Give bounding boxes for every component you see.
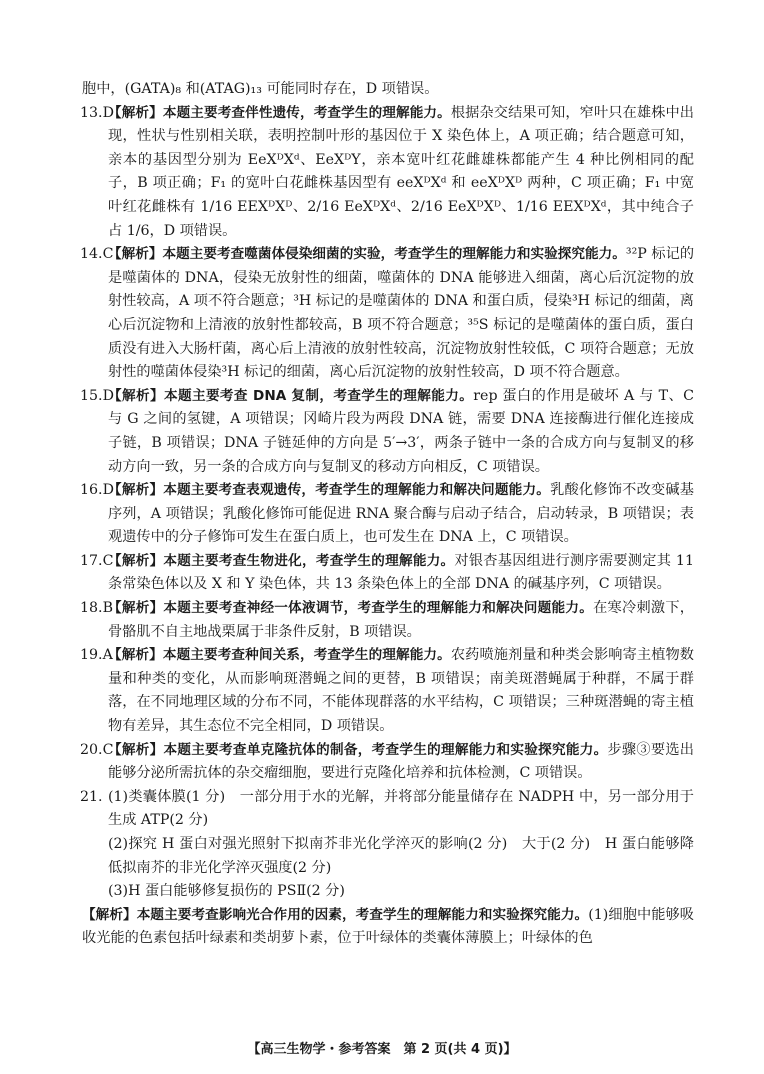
answer-number: 15.D [80, 387, 114, 404]
answer-15 [82, 385, 694, 479]
answer-number: 17.C [80, 552, 114, 569]
answer-20 [82, 739, 694, 786]
answer-18 [82, 597, 694, 644]
answer-21-analysis [82, 904, 694, 951]
answer-17 [82, 550, 694, 597]
answer-number: 18.B [80, 600, 113, 617]
answer-number: 19.A [80, 647, 113, 664]
analysis-heading: 【解析】本题主要考查神经一体液调节，考查学生的理解能力和解决问题能力。 [108, 600, 594, 617]
answer-number: 21. [80, 788, 103, 805]
answer-21-part-1: (1)类囊体膜(1 分) 一部分用于水的光解，并将部分能量储存在 NADPH 中，另一部分用于生成 ATP(2 分) [108, 788, 694, 829]
analysis-heading: 【解析】本题主要考查噬菌体侵染细菌的实验，考查学生的理解能力和实验探究能力。 [108, 246, 626, 263]
answer-19 [82, 644, 694, 738]
answer-number: 14.C [80, 246, 114, 263]
analysis-body: 对银杏基因组进行测序需要测定其 11 条常染色体以及 X 和 Y 染色体，共 13 条染色体上的全部 DNA 的碱基序列，C 项错误。 [108, 552, 694, 593]
answer-13 [82, 102, 694, 244]
answer-21-part-3: (3)H 蛋白能够修复损伤的 PSⅡ(2 分) [108, 883, 345, 900]
answer-16 [82, 479, 694, 550]
analysis-body: ³²P 标记的是噬菌体的 DNA，侵染无放射性的细菌，噬菌体的 DNA 能够进入细菌，离心后沉淀物的放射性较高，A 项不符合题意；³H 标记的是噬菌体的 DNA 和蛋白质，侵染³H 标记的细菌，离心后沉淀物和上清液的放射性都较高，B 项不符合题意；³⁵S 标记的是噬菌体的蛋白质，蛋白质没有进入大肠杆菌，离心后上清液的放射性较高，沉淀物放射性较低，C 项符合题意；无放射性的噬菌体侵染³H 标记的细菌，离心后沉淀物的放射性较高，D 项不符合题意。 [108, 246, 695, 381]
answer-content [82, 78, 694, 951]
answer-number: 20.C [80, 741, 114, 758]
analysis-body: 乳酸化修饰不改变碱基序列，A 项错误；乳酸化修饰可能促进 RNA 聚合酶与启动子结合，启动转录，B 项错误；表观遗传中的分子修饰可发生在蛋白质上，也可发生在 DNA 上，C 项错误。 [108, 482, 694, 546]
analysis-heading: 【解析】本题主要考查影响光合作用的因素，考查学生的理解能力和实验探究能力。 [82, 906, 589, 923]
answer-21 [82, 786, 694, 904]
analysis-heading: 【解析】本题主要考查 DNA 复制，考查学生的理解能力。 [108, 387, 474, 404]
answer-14 [82, 243, 694, 385]
analysis-body: (1)细胞中能够吸收光能的色素包括叶绿素和类胡萝卜素，位于叶绿体的类囊体薄膜上；叶绿体的色 [82, 906, 694, 947]
analysis-body: rep 蛋白的作用是破坏 A 与 T、C 与 G 之间的氢键，A 项错误；冈崎片段为两段 DNA 链，需要 DNA 连接酶进行催化连接成子链，B 项错误；DNA 子链延伸的方向是 5′→3′，两条子链中一条的合成方向与复制叉的移动方向一致，另一条的合成方向与复制叉的移动方向相反，C 项错误。 [108, 387, 694, 475]
analysis-body: 农药喷施剂量和种类会影响寄主植物数量和种类的变化，从而影响斑潜蝇之间的更替，B 项错误；南美斑潜蝇属于种群，不属于群落，在不同地理区域的分布不同，不能体现群落的水平结构，C 项错误；三种斑潜蝇的寄主植物有差异，其生态位不完全相同，D 项错误。 [108, 647, 694, 735]
analysis-heading: 【解析】本题主要考查伴性遗传，考查学生的理解能力。 [108, 104, 451, 121]
analysis-body: 步骤③要选出能够分泌所需抗体的杂交瘤细胞，要进行克隆化培养和抗体检测，C 项错误。 [108, 741, 694, 782]
analysis-heading: 【解析】本题主要考查种间关系，考查学生的理解能力。 [108, 647, 451, 664]
analysis-heading: 【解析】本题主要考查单克隆抗体的制备，考查学生的理解能力和实验探究能力。 [108, 741, 608, 758]
analysis-heading: 【解析】本题主要考查表观遗传，考查学生的理解能力和解决问题能力。 [108, 482, 551, 499]
continuation-line: 胞中，(GATA)₈ 和(ATAG)₁₃ 可能同时存在，D 项错误。 [82, 81, 439, 97]
analysis-body: 在寒冷刺激下，骨骼肌不自主地战栗属于非条件反射，B 项错误。 [108, 600, 694, 640]
analysis-body: 根据杂交结果可知，窄叶只在雄株中出现，性状与性别相关联，表明控制叶形的基因位于 X 染色体上，A 项正确；结合题意可知，亲本的基因型分别为 EeXᴰXᵈ、EeXᴰY，亲本宽叶红花雌雄株都能产生 4 种比例相同的配子，B 项正确；F₁ 的宽叶白花雌株基因型有 eeXᴰXᵈ 和 eeXᴰXᴰ 两种，C 项正确；F₁ 中宽叶红花雌株有 1/16 EEXᴰXᴰ、2/16 EeXᴰXᵈ、2/16 EeXᴰXᴰ、1/16 EEXᴰXᵈ，其中纯合子占 1/6，D 项错误。 [108, 104, 694, 239]
answer-number: 13.D [80, 104, 114, 121]
page-footer: 【高三生物学・参考答案 第 2 页(共 4 页)】 [247, 1042, 517, 1057]
answer-21-part-2: (2)探究 H 蛋白对强光照射下拟南芥非光化学淬灭的影响(2 分) 大于(2 分) H 蛋白能够降低拟南芥的非光化学淬灭强度(2 分) [108, 836, 694, 876]
answer-number: 16.D [80, 482, 114, 499]
analysis-heading: 【解析】本题主要考查生物进化，考查学生的理解能力。 [108, 552, 455, 569]
